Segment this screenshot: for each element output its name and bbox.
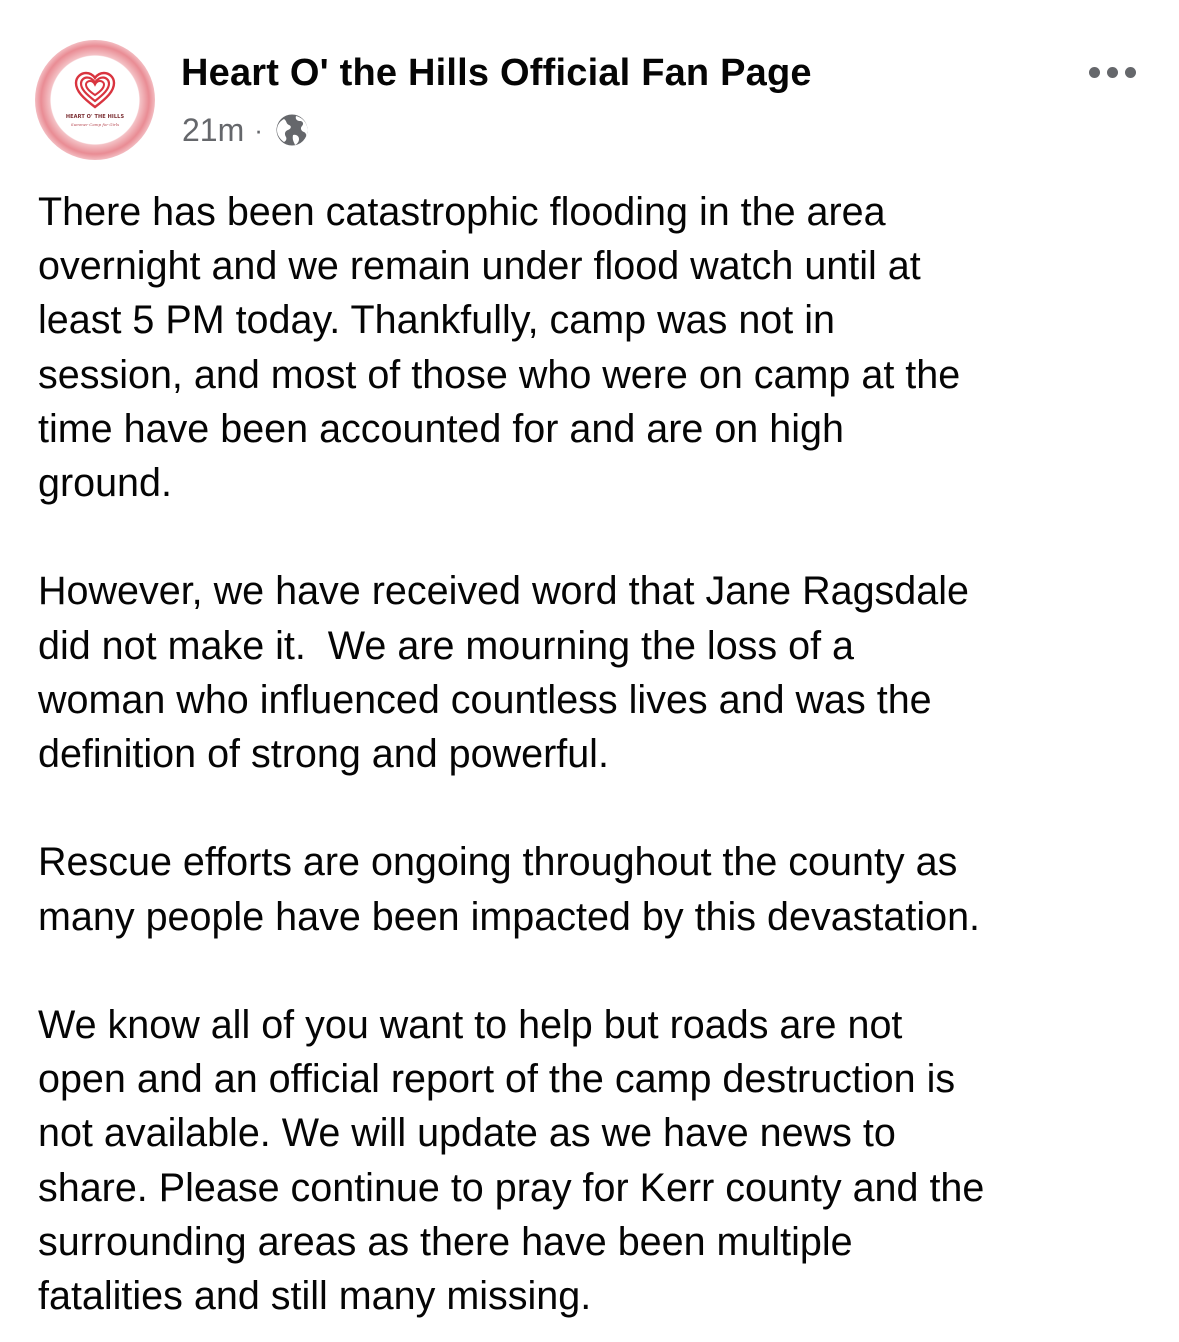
text-line: fatalities and still many missing. (38, 1274, 592, 1319)
text-line: least 5 PM today. Thankfully, camp was not in (38, 298, 835, 343)
text-line: open and an official report of the camp destruction is (38, 1057, 956, 1102)
text-line: many people have been impacted by this devastation. (38, 894, 981, 939)
post-paragraph (38, 998, 1168, 1323)
page-avatar[interactable] (35, 40, 155, 160)
more-options-button[interactable] (1082, 58, 1142, 86)
avatar-logo-text: HEART O' THE HILLS (65, 114, 125, 120)
text-line: woman who influenced countless lives and was the (38, 677, 932, 722)
text-line: We know all of you want to help but roads are not (38, 1003, 903, 1047)
heart-logo-icon (73, 70, 117, 110)
text-line: time have been accounted for and are on high (38, 406, 844, 451)
avatar-logo-subtext: Summer Camp for Girls (70, 122, 120, 127)
text-line: did not make it. We are mourning the loss of a (38, 623, 855, 668)
post-meta (182, 110, 309, 150)
post-header (0, 0, 1179, 170)
text-line: overnight and we remain under flood watch until at (38, 244, 921, 289)
text-line: ground. (38, 461, 172, 506)
text-line: session, and most of those who were on camp at the (38, 352, 961, 397)
text-line: surrounding areas as there have been multiple (38, 1219, 853, 1264)
more-options-icon-dot (1125, 67, 1136, 78)
text-line: There has been catastrophic flooding in the area (38, 190, 886, 234)
post-paragraph (38, 564, 1168, 781)
text-line: definition of strong and powerful. (38, 732, 609, 777)
page-name-link[interactable]: Heart O' the Hills Official Fan Page (181, 52, 812, 94)
globe-icon[interactable] (275, 113, 309, 147)
more-options-icon-dot (1089, 67, 1100, 78)
post-timestamp[interactable]: 21m (182, 111, 245, 148)
post-body (38, 185, 1168, 1323)
post-paragraph (38, 835, 1168, 943)
meta-separator: · (254, 114, 263, 145)
post-paragraph (38, 185, 1168, 510)
text-line: Rescue efforts are ongoing throughout the county as (38, 840, 958, 885)
text-line: not available. We will update as we have news to (38, 1111, 896, 1156)
avatar-logo (51, 56, 139, 144)
more-options-icon-dot (1107, 67, 1118, 78)
text-line: share. Please continue to pray for Kerr county and the (38, 1165, 985, 1210)
text-line: However, we have received word that Jane Ragsdale (38, 569, 969, 614)
